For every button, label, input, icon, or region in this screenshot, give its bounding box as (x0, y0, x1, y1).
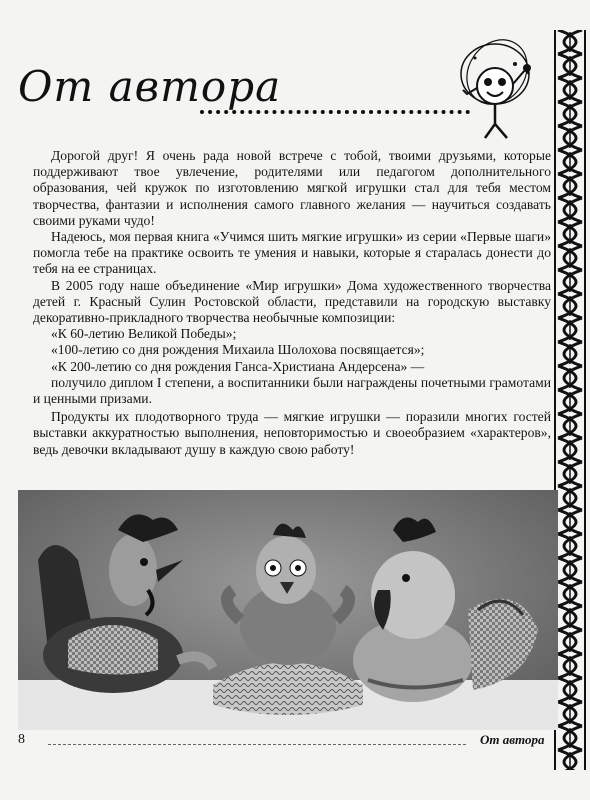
title-dotted-leader (200, 110, 470, 114)
toy-roosters-photo (18, 490, 558, 730)
paragraph: Продукты их плодотворного труда — мягкие игрушки — поразили многих гостей выставки аккуратностью выполнения, неповторимостью и своеобразием «характеров», ведь девочки вкладывают душу в каждую свою работу! (33, 409, 551, 457)
list-item: «К 200-летию со дня рождения Ганса-Христиана Андерсена» — (51, 358, 425, 374)
page-number: 8 (18, 732, 25, 747)
paragraph: В 2005 году наше объединение «Мир игрушки» Дома художественного творчества детей г. Красный Сулин Ростовской области, представили на городскую выставку декоративно-прикладного творчества необычные композиции: (33, 277, 551, 326)
footer-dashed-rule (48, 744, 466, 745)
page-header (18, 62, 518, 122)
paragraph: Надеюсь, моя первая книга «Учимся шить мягкие игрушки» из серии «Первые шаги» помогла тебе на практике освоить те умения и навыки, которые я старалась донести до тебя на ее страницах. (33, 229, 551, 277)
paragraph: получило диплом I степени, а воспитанники были награждены почетными грамотами и ценными призами. (33, 374, 551, 407)
article-body (33, 148, 551, 458)
page-footer (18, 730, 554, 760)
paragraph: Дорогой друг! Я очень рада новой встрече с тобой, твоими друзьями, которые поддерживают твое увлечение, родителями или педагогом дополнительного образования, чей кружок по изготовлению мягкой игрушки стал для тебя местом творчества, фантазии и исполнения самого главного желания — научиться создавать своими руками чудо! (33, 148, 551, 228)
list-item: «К 60-летию Великой Победы»; (51, 326, 237, 342)
running-section-label: От автора (480, 732, 545, 747)
braided-border-ornament (554, 30, 586, 770)
list-item: «100-летию со дня рождения Михаила Шолохова посвящается»; (51, 342, 425, 358)
page-title: От автора (18, 62, 282, 111)
mascot-illustration (455, 34, 545, 144)
